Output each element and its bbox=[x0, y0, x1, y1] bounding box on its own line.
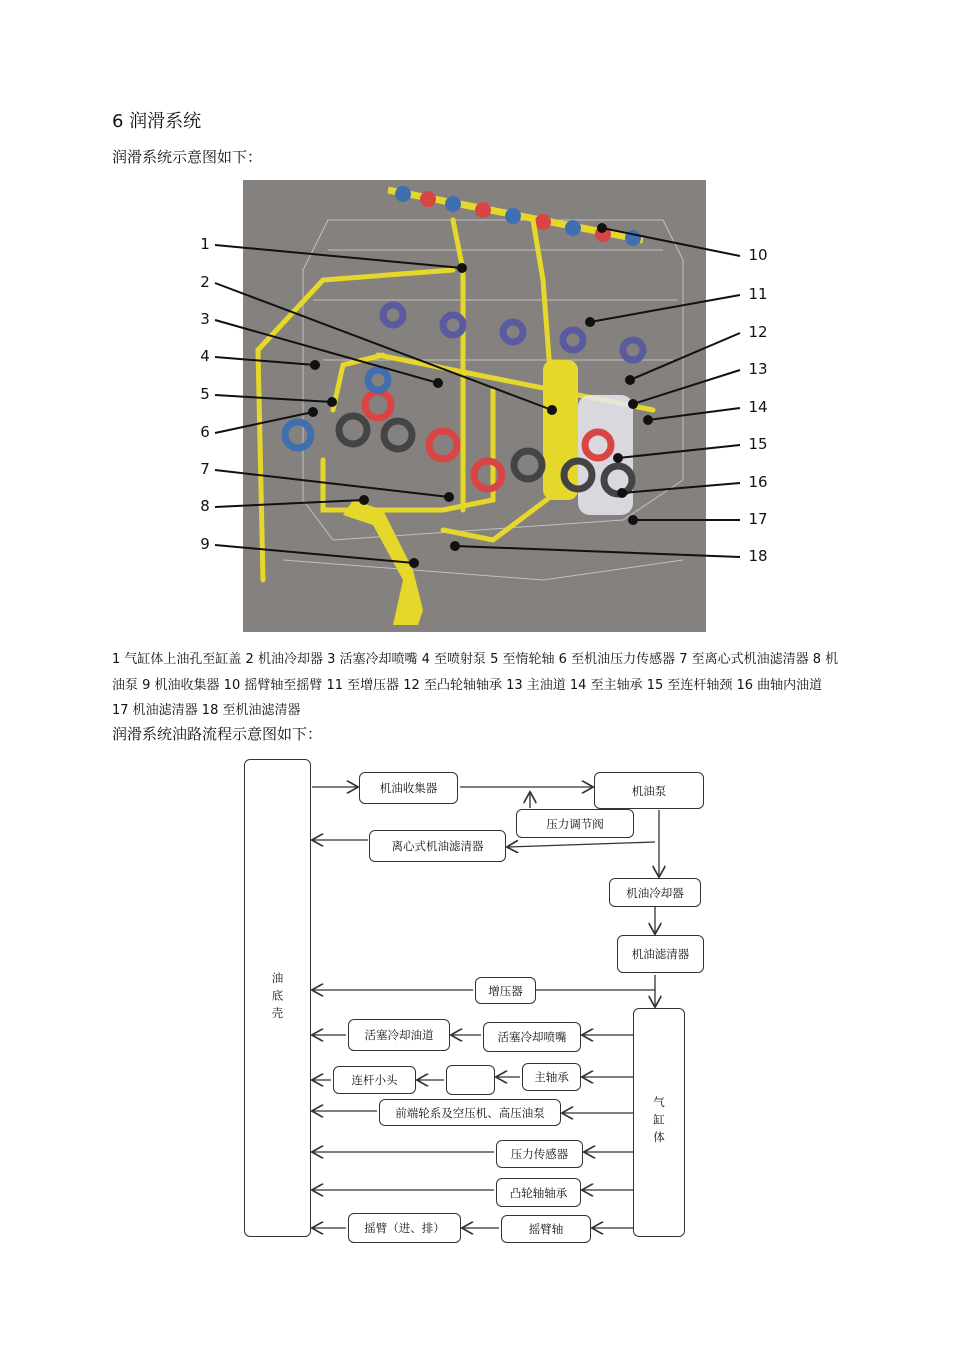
legend-text: 1 气缸体上油孔至缸盖 2 机油冷却器 3 活塞冷却喷嘴 4 至喷射泵 5 至惰轮轴 6 至机油压力传感器 7 至离心式机油滤清器 8 机油泵 9 机油收集器 10 摇臂轴至摇臂 11 至增压器 12 至凸轮轴轴承 13 主油道 14 至主轴承 15 至连杆轴颈 16 曲轴内油道 17 机油滤清器 18 至机油滤清器 bbox=[112, 652, 839, 718]
callout-14: 14 bbox=[748, 398, 768, 416]
callout-5: 5 bbox=[200, 385, 210, 403]
main-bearing-box: 主轴承 bbox=[522, 1063, 581, 1091]
rocker-shaft-box: 摇臂轴 bbox=[501, 1215, 591, 1243]
callout-1: 1 bbox=[200, 235, 210, 253]
callout-17: 17 bbox=[748, 510, 768, 528]
section-heading: 6 润滑系统 bbox=[112, 111, 202, 132]
callout-3: 3 bbox=[200, 310, 210, 328]
callout-6: 6 bbox=[200, 423, 210, 441]
callout-2: 2 bbox=[200, 273, 210, 291]
front-gear-train-box: 前端轮系及空压机、高压油泵 bbox=[379, 1099, 561, 1126]
cylinder-block-label: 气缸体 bbox=[652, 1096, 666, 1149]
callout-13: 13 bbox=[748, 360, 768, 378]
pressure-relief-valve-box: 压力调节阀 bbox=[516, 809, 634, 838]
piston-cooling-nozzle-box: 活塞冷却喷嘴 bbox=[483, 1022, 581, 1052]
callout-11: 11 bbox=[748, 285, 768, 303]
piston-cooling-channel-box: 活塞冷却油道 bbox=[348, 1019, 450, 1051]
unlabeled-box bbox=[446, 1065, 495, 1095]
callout-12: 12 bbox=[748, 323, 768, 341]
centrifugal-filter-box: 离心式机油滤清器 bbox=[369, 830, 506, 862]
oil-pump-box: 机油泵 bbox=[594, 772, 704, 809]
oil-cooler-box: 机油冷却器 bbox=[609, 878, 701, 907]
diagram-intro: 润滑系统示意图如下： bbox=[112, 148, 263, 166]
cylinder-block-box bbox=[633, 1008, 685, 1237]
callout-15: 15 bbox=[748, 435, 768, 453]
engine-lubrication-image bbox=[243, 180, 706, 632]
oil-sump-box bbox=[244, 759, 311, 1237]
camshaft-bearing-box: 凸轮轴轴承 bbox=[496, 1178, 581, 1207]
callout-7: 7 bbox=[200, 460, 210, 478]
oil-filter-box: 机油滤清器 bbox=[617, 935, 704, 973]
callout-10: 10 bbox=[748, 246, 768, 264]
callout-8: 8 bbox=[200, 497, 210, 515]
oil-sump-label: 油底壳 bbox=[270, 971, 285, 1025]
oil-collector-box: 机油收集器 bbox=[359, 772, 458, 804]
callout-16: 16 bbox=[748, 473, 768, 491]
turbocharger-box: 增压器 bbox=[475, 977, 536, 1004]
callout-4: 4 bbox=[200, 347, 210, 365]
pressure-sensor-box: 压力传感器 bbox=[496, 1140, 583, 1168]
flow-intro: 润滑系统油路流程示意图如下： bbox=[112, 725, 323, 743]
callout-18: 18 bbox=[748, 547, 768, 565]
rocker-arm-box: 摇臂（进、排） bbox=[348, 1213, 461, 1243]
conrod-small-end-box: 连杆小头 bbox=[333, 1066, 416, 1094]
callout-9: 9 bbox=[200, 535, 210, 553]
